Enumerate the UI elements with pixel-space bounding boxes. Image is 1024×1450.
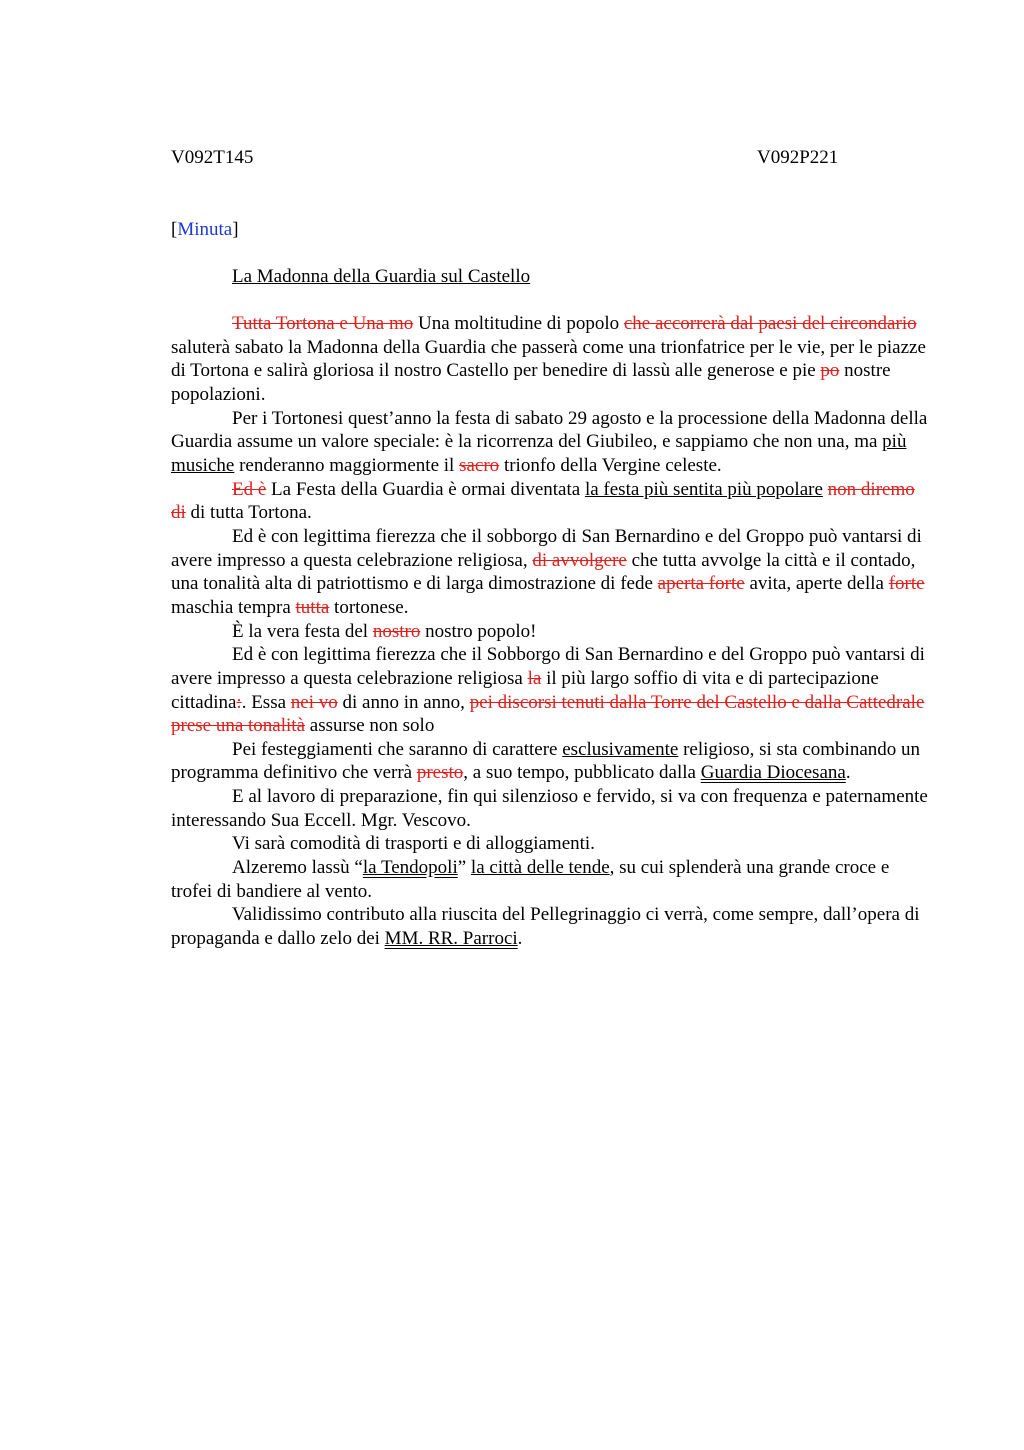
struck-text: Ed è: [232, 478, 267, 500]
paragraph: [171, 620, 928, 644]
text-run: che tutta avvolge la città e il contado, una tonalità alta di patriottismo e di larga dimostrazione di fede: [171, 549, 916, 595]
paragraph: [171, 643, 928, 738]
text-run: di tutta Tortona.: [185, 502, 312, 524]
paragraph: [171, 832, 928, 856]
label-close-bracket: ]: [232, 219, 239, 240]
paragraph: [171, 525, 928, 620]
double-underlined-text: MM. RR. Parroci: [384, 928, 518, 950]
document-label: [171, 218, 239, 242]
struck-text: sacro: [459, 454, 500, 476]
text-run: È la vera festa del: [232, 620, 373, 642]
label-minuta: Minuta: [177, 219, 233, 240]
paragraph: [171, 903, 928, 950]
text-run: nostre popolazioni.: [171, 360, 891, 405]
text-run: La Festa della Guardia è ormai diventata: [266, 478, 585, 500]
text-run: E al lavoro di preparazione, fin qui silenzioso e fervido, si va con frequenza e paternamente interessando Sua Eccell. Mgr. Vescovo.: [171, 786, 928, 831]
label-open-bracket: [: [171, 219, 178, 240]
text-run: Ed è con legittima fierezza che il sobborgo di San Bernardino e del Groppo può vantarsi di avere impresso a questa celebrazione religiosa,: [171, 525, 922, 571]
struck-text: aperta forte: [657, 573, 745, 595]
double-underlined-text: Guardia Diocesana: [700, 762, 846, 784]
struck-text: tutta: [295, 596, 330, 618]
text-run: maschia tempra: [171, 596, 296, 618]
struck-text: po: [820, 360, 840, 382]
double-underlined-text: la Tendopoli: [362, 857, 458, 879]
underlined-text: la festa più sentita più popolare: [584, 478, 823, 500]
text-run: nostro popolo!: [420, 620, 537, 642]
struck-text: :: [236, 691, 242, 713]
struck-text: presto: [416, 762, 464, 784]
paragraph: [171, 738, 928, 785]
text-run: assurse non solo: [305, 715, 435, 737]
text-run: , a suo tempo, pubblicato dalla: [463, 762, 701, 784]
text-run: Una moltitudine di popolo: [413, 313, 624, 334]
text-run: Per i Tortonesi quest’anno la festa di sabato 29 agosto e la processione della Madonna della Guardia assume un valore speciale: è la ricorrenza del Giubileo, e sappiamo che non una, ma: [171, 407, 928, 453]
text-run: il più largo soffio di vita e di partecipazione cittadina: [171, 667, 879, 713]
text-run: .: [517, 928, 523, 950]
struck-text: la: [527, 667, 542, 689]
text-run: ”: [457, 857, 471, 879]
text-run: Ed è con legittima fierezza che il Sobborgo di San Bernardino e del Groppo può vantarsi di avere impresso a questa celebrazione religiosa: [171, 644, 925, 689]
text-run: saluterà sabato la Madonna della Guardia che passerà come una trionfatrice per le vie, per le piazze di Tortona e salirà gloriosa il nostro Castello per benedire di lassù alle generose e pie: [171, 336, 926, 382]
struck-text: che accorrerà dal paesi del circondario: [623, 313, 917, 334]
struck-text: di avvolgere: [532, 549, 627, 571]
paragraph: [171, 312, 928, 407]
header-left-code: V092T145: [171, 147, 254, 168]
text-run: Vi sarà comodità di trasporti e di alloggiamenti.: [232, 833, 595, 855]
struck-text: non diremo di: [171, 478, 915, 524]
text-run: religioso, si sta combinando un programma definitivo che verrà: [171, 738, 921, 784]
paragraph: [171, 478, 928, 525]
text-run: .: [845, 762, 851, 784]
paragraph: [171, 785, 928, 832]
struck-text: forte: [888, 573, 925, 595]
text-run: , su cui splenderà una grande croce e trofei di bandiere al vento.: [171, 857, 890, 902]
struck-text: pei discorsi tenuti dalla Torre del Castello e dalla Cattedrale prese una tonalità: [171, 691, 925, 737]
text-run: tortonese.: [329, 596, 409, 618]
text-run: trionfo della Vergine celeste.: [499, 454, 722, 476]
text-run: Pei festeggiamenti che saranno di carattere: [232, 738, 563, 760]
underlined-text: più musiche: [171, 431, 907, 476]
struck-text: Tutta Tortona e Una mo: [232, 313, 414, 334]
underlined-text: esclusivamente: [562, 738, 679, 760]
text-run: Alzeremo lassù “: [232, 857, 363, 879]
text-run: di anno in anno,: [337, 691, 470, 713]
document-body: [171, 312, 928, 951]
text-run: . Essa: [241, 691, 291, 713]
paragraph: [171, 856, 928, 903]
document-title: La Madonna della Guardia sul Castello: [232, 266, 531, 287]
text-run: avita, aperte della: [744, 573, 889, 595]
underlined-text: la città delle tende: [470, 857, 610, 879]
struck-text: nei vo: [290, 691, 338, 713]
struck-text: nostro: [372, 620, 421, 642]
paragraph: [171, 407, 928, 478]
text-run: renderanno maggiormente il: [234, 454, 460, 476]
text-run: Validissimo contributo alla riuscita del Pellegrinaggio ci verrà, come sempre, dall’opera di propaganda e dallo zelo dei: [171, 904, 920, 950]
header-right-code: V092P221: [757, 147, 839, 168]
